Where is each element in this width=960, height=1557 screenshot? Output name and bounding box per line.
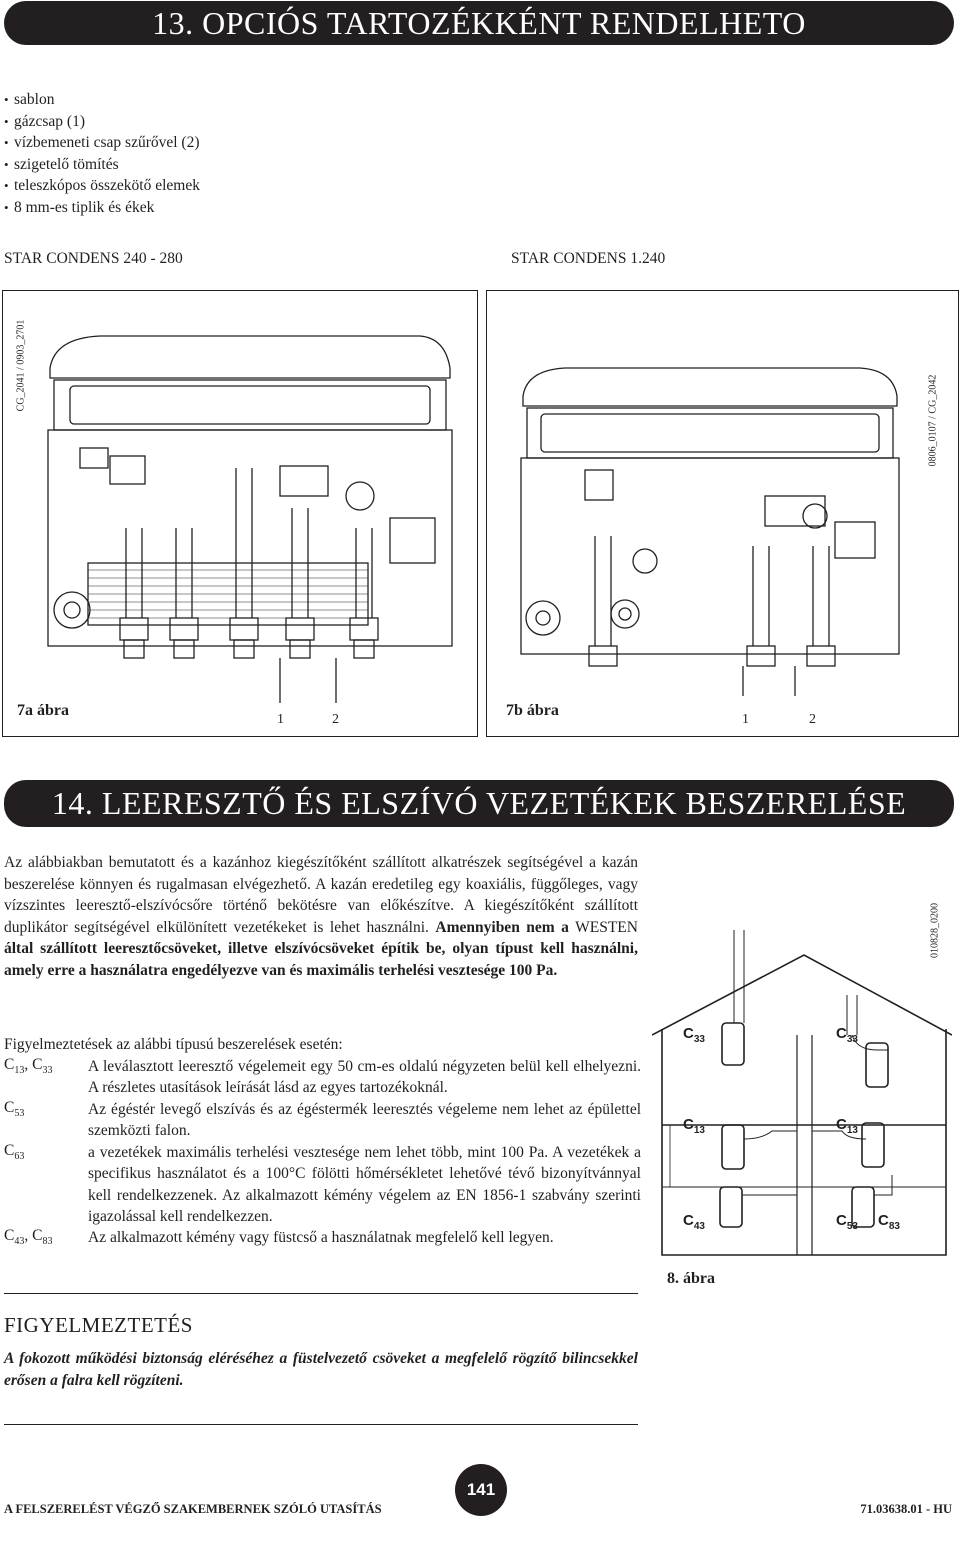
figure-8-caption: 8. ábra xyxy=(667,1270,715,1287)
section-14-paragraph-1 xyxy=(4,852,638,982)
warning-rule-bottom xyxy=(4,1424,638,1425)
boiler-7a-drawing xyxy=(40,318,460,703)
section-14-heading-bar xyxy=(4,780,954,827)
page-number-badge xyxy=(455,1464,507,1516)
warnings-intro: Figyelmeztetések az alábbi típusú beszerelések esetén: xyxy=(4,1036,343,1053)
section-14-title: 14. LEERESZTŐ ÉS ELSZÍVÓ VEZETÉKEK BESZERELÉSE xyxy=(51,785,907,821)
figure-7b-caption: 7b ábra xyxy=(506,702,559,719)
accessories-list xyxy=(4,89,404,218)
footer-right: 71.03638.01 - HU xyxy=(860,1502,952,1516)
list-item: • 8 mm-es tiplik és ékek xyxy=(4,197,404,219)
fig8-tag-c33-left: $C_{33}$ xyxy=(683,1025,705,1045)
warning-text: A leválasztott leeresztő végelemeit egy 50 cm-es oldalú négyzeten belül kell elhelyezni. A részletes utasítások leírását lásd az egyes tartozékoknál. xyxy=(88,1058,641,1097)
warning-row-c63 xyxy=(4,1142,644,1228)
figure-8-code: 010828_0200 xyxy=(929,903,941,958)
warning-code: $C_{53}$ xyxy=(4,1099,25,1120)
fig8-tag-c13-right: $C_{13}$ xyxy=(836,1116,858,1136)
paragraph-2-bold-b: által szállított leeresztőcsöveket, illetve elszívócsöveket építik be, olyan típust kell használni, amely erre a használatra engedélyezve van és maximális terhelési vesztesége 100 Pa. xyxy=(4,940,638,979)
model-left-label: STAR CONDENS 240 - 280 xyxy=(4,250,183,267)
figure-7b-callout-1: 1 xyxy=(742,712,749,727)
warning-text: Az alkalmazott kémény vagy füstcső a használatnak megfelelő kell legyen. xyxy=(88,1229,554,1246)
footer-left: A FELSZERELÉST VÉGZŐ SZAKEMBERNEK SZÓLÓ UTASÍTÁS xyxy=(4,1502,382,1516)
figure-7a-code: CG_2041 / 0903_2701 xyxy=(15,319,27,412)
warning-heading: FIGYELMEZTETÉS xyxy=(4,1313,193,1337)
paragraph-2-bold-a: Amennyiben nem a xyxy=(435,918,569,936)
warning-row-c43-c83 xyxy=(4,1227,644,1251)
section-13-title: 13. OPCIÓS TARTOZÉKKÉNT RENDELHETO xyxy=(152,4,806,41)
section-13-heading-bar xyxy=(4,1,954,45)
page-number: 141 xyxy=(466,1480,496,1499)
list-item: • gázcsap (1) xyxy=(4,111,404,133)
list-item: • teleszkópos összekötő elemek xyxy=(4,175,404,197)
fig8-tag-c43: $C_{43}$ xyxy=(683,1212,705,1232)
warning-text: Az égéstér levegő elszívás és az égéstermék leeresztés végeleme nem lehet az épülettel szemközti falon. xyxy=(88,1101,641,1140)
boiler-7b-drawing xyxy=(515,356,905,696)
figure-7b-code: 0806_0107 / CG_2042 xyxy=(927,374,939,467)
fig8-tag-c33-right: $C_{33}$ xyxy=(836,1025,858,1045)
warning-code: $C_{13}$, $C_{33}$ xyxy=(4,1056,53,1077)
warning-rule-top xyxy=(4,1293,638,1294)
fig8-tag-c13-left: $C_{13}$ xyxy=(683,1116,705,1136)
warning-row-c53 xyxy=(4,1099,644,1143)
list-item: • szigetelő tömítés xyxy=(4,154,404,176)
model-right-label: STAR CONDENS 1.240 xyxy=(511,250,666,267)
figure-7a-callout-2: 2 xyxy=(332,712,339,727)
fig8-tag-c83: $C_{83}$ xyxy=(878,1212,900,1232)
paragraph-2-brand: WESTEN xyxy=(575,918,638,936)
figure-7a-callout-1: 1 xyxy=(277,712,284,727)
warning-row-c13-c33 xyxy=(4,1056,644,1100)
warning-text: a vezetékek maximális terhelési vesztesége nem lehet több, mint 100 Pa. A vezetékek a specifikus használatot és a 100°C fölötti hőmérsékletet lehetővé tévő bizonyítvánnyal kell rendelkezzenek. Az alkalmazott kémény végelem az EN 1856-1 szabvány szerinti igazolással kell rendelkezzen. xyxy=(88,1144,641,1226)
warning-code: $C_{43}$, $C_{83}$ xyxy=(4,1227,53,1248)
figure-7b-callout-2: 2 xyxy=(809,712,816,727)
warning-code: $C_{63}$ xyxy=(4,1142,25,1163)
paragraph-1-text: Az alábbiakban bemutatott és a kazánhoz kiegészítőként szállított alkatrészek segítségével a kazán beszerelése könnyen és rugalmasan elvégezhető. A kazán eredetileg egy koaxiális, függőleges, vagy vízszintes leeresztő-elszívócsőre történő bekötésre van előkészítve. A kiegészítőként szállított duplikátor segítségével elkülönített vezetékeket is lehet használni. xyxy=(4,854,638,936)
warning-text: A fokozott működési biztonság eléréséhez a füstelvezető csöveket a megfelelő rögzítő bilincsekkel erősen a falra kell rögzíteni. xyxy=(4,1350,638,1389)
figure-7a-caption: 7a ábra xyxy=(17,702,69,719)
fig8-tag-c53: $C_{53}$ xyxy=(836,1212,858,1232)
list-item: • sablon xyxy=(4,89,404,111)
list-item: • vízbemeneti csap szűrővel (2) xyxy=(4,132,404,154)
